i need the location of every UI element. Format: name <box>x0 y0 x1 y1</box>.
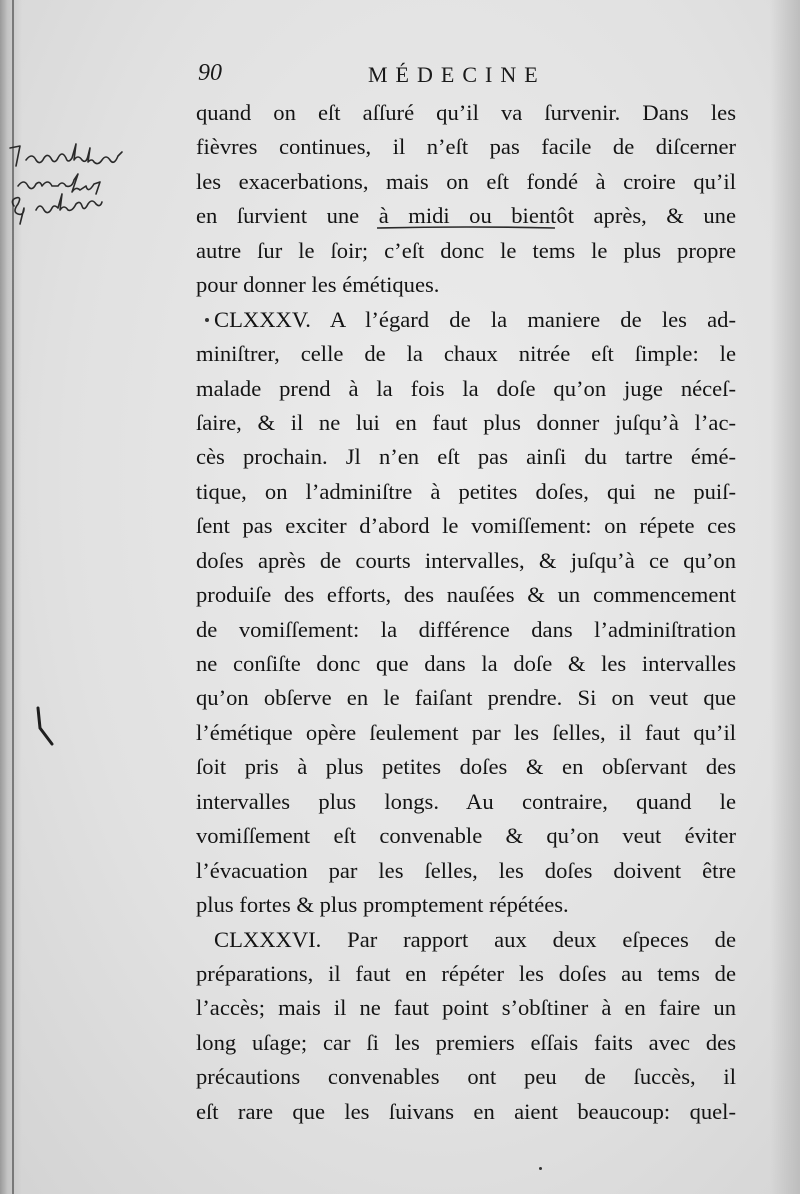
text-line: produiſe des efforts, des nauſées & un commencement <box>196 582 736 608</box>
text-line: préparations, il faut en répéter les doſes au tems de <box>196 960 736 986</box>
text-line: doſes après de courts intervalles, & juſqu’à ce qu’on <box>196 547 736 573</box>
text-line: l’évacuation par les ſelles, les doſes doivent être <box>196 857 736 883</box>
text-line: long uſage; car ſi les premiers eſſais faits avec des <box>196 1029 736 1055</box>
text-line: l’émétique opère ſeulement par les ſelles, il faut qu’il <box>196 719 736 745</box>
text-line: eſt rare que les ſuivans en aient beaucoup: quel- <box>196 1098 736 1124</box>
text-line: plus fortes & plus promptement répétées. <box>196 892 569 918</box>
text-line: ne conſiſte donc que dans la doſe & les intervalles <box>196 651 736 676</box>
text-line: ſoit pris à plus petites doſes & en obſervant des <box>196 754 736 780</box>
paper-speck <box>539 1167 542 1170</box>
text-line: les exacerbations, mais on eſt fondé à croire qu’il <box>196 168 736 194</box>
body-text <box>196 96 736 1129</box>
text-segment: après, & une <box>574 203 736 229</box>
handwritten-underline <box>377 225 555 230</box>
paper-speck <box>205 318 209 322</box>
text-line: miniſtrer, celle de la chaux nitrée eſt ſimple: le <box>196 341 736 367</box>
text-line: cès prochain. Jl n’en eſt pas ainſi du tartre émé- <box>196 444 736 470</box>
text-line: précautions convenables ont peu de ſuccès, il <box>196 1064 736 1090</box>
text-line: CLXXXV. A l’égard de la maniere de les ad- <box>214 306 736 332</box>
running-title: MÉDECINE <box>368 62 546 87</box>
text-line: malade prend à la fois la doſe qu’on juge néceſ- <box>196 375 736 401</box>
text-line: intervalles plus longs. Au contraire, quand le <box>196 788 736 814</box>
margin-pen-mark <box>28 706 60 748</box>
text-line: ſent pas exciter d’abord le vomiſſement: on répete ces <box>196 513 736 539</box>
page-edge-shadow <box>770 0 800 1194</box>
text-line: l’accès; mais il ne faut point s’obſtiner à en faire un <box>196 995 736 1021</box>
text-line: fièvres continues, il n’eſt pas facile de diſcerner <box>196 134 736 160</box>
underlined-phrase: à midi ou bientôt <box>378 203 574 229</box>
text-line: pour donner les émétiques. <box>196 272 440 298</box>
handwritten-marginal-note <box>6 140 172 230</box>
text-line: tique, on l’adminiſtre à petites doſes, qui ne puiſ- <box>196 478 736 504</box>
text-line: autre ſur le ſoir; c’eſt donc le tems le plus propre <box>196 237 736 263</box>
text-line: de vomiſſement: la différence dans l’adminiſtration <box>196 616 736 642</box>
text-segment: en ſurvient une <box>196 203 379 229</box>
text-line: ſaire, & il ne lui en faut plus donner juſqu’à l’ac- <box>196 409 736 435</box>
text-line: qu’on obſerve en le faiſant prendre. Si on veut que <box>196 685 736 711</box>
text-line: CLXXXVI. Par rapport aux deux eſpeces de <box>214 926 736 952</box>
text-line: quand on eſt aſſuré qu’il va ſurvenir. Dans les <box>196 100 736 125</box>
running-head <box>198 58 738 92</box>
text-line: vomiſſement eſt convenable & qu’on veut éviter <box>196 823 736 849</box>
page-number: 90 <box>198 60 222 86</box>
